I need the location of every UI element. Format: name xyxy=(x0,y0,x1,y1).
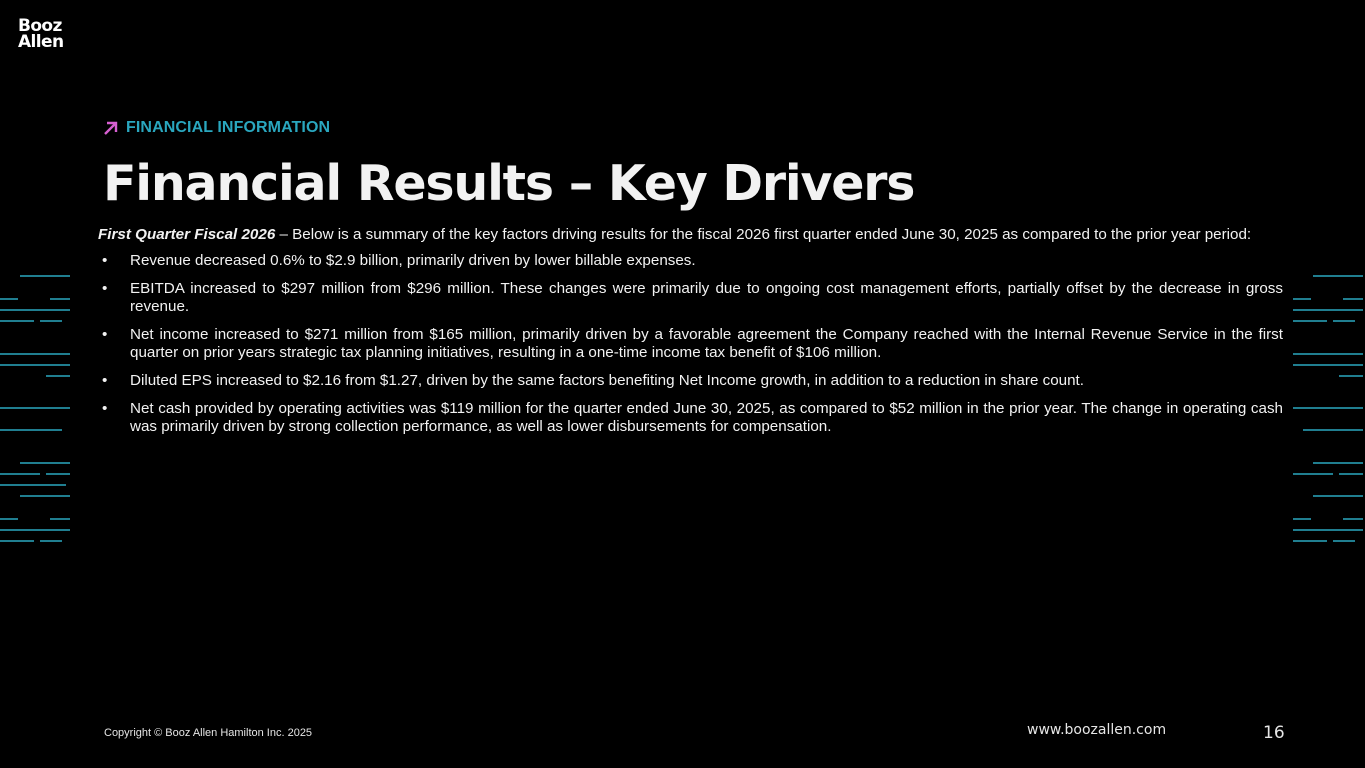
list-item: • Revenue decreased 0.6% to $2.9 billion, primarily driven by lower billable expenses. xyxy=(98,252,1283,270)
section-tag xyxy=(103,119,330,137)
copyright-notice: Copyright © Booz Allen Hamilton Inc. 2025 xyxy=(104,727,313,739)
key-drivers-content xyxy=(98,226,1283,446)
list-item: • Net income increased to $271 million from $165 million, primarily driven by a favorable agreement the Company reached with the Internal Revenue Service in the first quarter on prior years strategic tax planning initiatives, resulting in a one-time income tax benefit of $106 million. xyxy=(98,326,1283,362)
arrow-up-right-icon xyxy=(103,121,118,136)
section-label: FINANCIAL INFORMATION xyxy=(126,119,331,136)
list-item: • EBITDA increased to $297 million from $296 million. These changes were primarily due to ongoing cost management efforts, partially offset by the decrease in gross revenue. xyxy=(98,280,1283,316)
list-item: • Diluted EPS increased to $2.16 from $1.27, driven by the same factors benefiting Net Income growth, in addition to a reduction in share count. xyxy=(98,372,1283,390)
logo-line-2: Allen xyxy=(18,32,64,52)
page-title: Financial Results – Key Drivers xyxy=(103,155,915,212)
intro-text: – Below is a summary of the key factors driving results for the fiscal 2026 first quarter ended June 30, 2025 as compared to the prior year period: xyxy=(275,226,1252,243)
decorative-lines-left xyxy=(0,270,72,550)
website-link[interactable]: www.boozallen.com xyxy=(1027,722,1167,738)
list-item: • Net cash provided by operating activities was $119 million for the quarter ended June 30, 2025, as compared to $52 million in the prior year. The change in operating cash was primarily driven by strong collection performance, as well as lower disbursements for compensation. xyxy=(98,400,1283,436)
intro-paragraph xyxy=(98,226,1283,244)
booz-allen-logo xyxy=(18,18,63,50)
decorative-lines-right xyxy=(1293,270,1365,550)
page-number: 16 xyxy=(1263,723,1285,743)
intro-lead: First Quarter Fiscal 2026 xyxy=(98,226,276,243)
key-drivers-list xyxy=(98,252,1283,436)
logo-line-1: Booz xyxy=(18,16,62,36)
